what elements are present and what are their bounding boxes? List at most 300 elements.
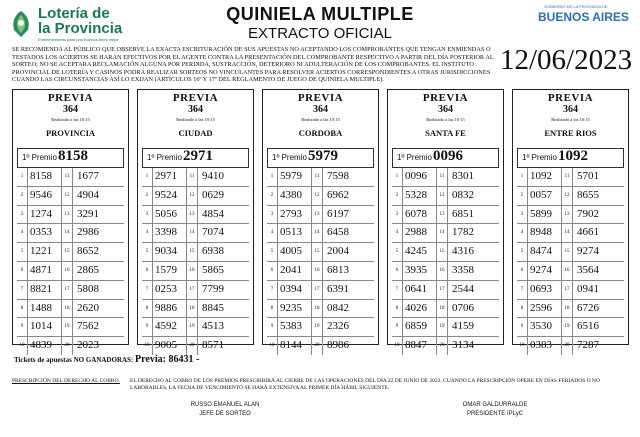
position-right: 20 [62,337,73,355]
result-number: 5865 [202,263,224,276]
jurisdiction-name: PROVINCIA [45,128,96,138]
first-prize-label: 1º Premio [22,153,57,162]
prescripcion-label: PRESCRIPCIÓN DEL DERECHO AL COBRO. [12,378,120,384]
table-row [517,187,624,206]
table-row [17,262,124,281]
result-number: 4513 [202,320,224,333]
result-number: 3134 [452,339,474,352]
position-right: 14 [187,224,198,242]
table-row [17,168,124,187]
result-number: 8821 [30,282,52,295]
result-number: 2544 [452,282,474,295]
result-number: 4592 [155,320,177,333]
position-right: 12 [562,187,573,205]
position-left: 8 [517,300,528,318]
result-column [137,89,254,352]
realizado-time: Realizado a las 10:15 [426,117,465,122]
gov-logo-small: GOBIERNO DE LA PROVINCIA DE [544,4,608,9]
position-left: 8 [142,300,153,318]
result-column [512,89,629,352]
tickets-label: Tickets de apuestas NO GANADORAS: [14,356,134,364]
result-number: 0394 [280,282,302,295]
table-row [392,337,499,355]
result-number: 0513 [280,226,302,239]
table-row [517,318,624,337]
first-prize-box [517,148,624,168]
result-number: 9886 [155,301,177,314]
position-left: 7 [517,281,528,299]
position-right: 18 [562,300,573,318]
position-left: 2 [267,187,278,205]
position-left: 5 [17,243,28,261]
table-row [392,206,499,225]
position-right: 11 [562,168,573,186]
result-number: 9235 [280,301,302,314]
table-row [267,206,374,225]
table-row [392,243,499,262]
first-prize-label: 1º Premio [147,153,182,162]
result-number: 9546 [30,188,52,201]
table-row [142,281,249,300]
result-number: 0641 [405,282,427,295]
position-left: 6 [517,262,528,280]
result-number: 4904 [77,188,99,201]
position-right: 13 [312,206,323,224]
table-row [17,318,124,337]
result-number: 1488 [30,301,52,314]
table-row [517,281,624,300]
draw-number: 364 [188,104,203,115]
result-number: 0842 [327,301,349,314]
position-right: 15 [187,243,198,261]
table-row [17,224,124,243]
table-row [267,243,374,262]
result-number: 9410 [202,170,224,182]
first-prize-number: 8158 [58,148,88,164]
position-right: 20 [187,337,198,355]
position-right: 16 [437,262,448,280]
result-number: 4005 [280,245,302,258]
result-number: 4380 [280,188,302,201]
result-number: 4661 [577,226,599,239]
logo-line1: Lotería de [38,5,110,22]
result-number: 7287 [577,339,599,352]
table-row [142,243,249,262]
first-prize-label: 1º Premio [522,153,557,162]
table-row [142,168,249,187]
result-number: 7598 [327,170,349,182]
position-left: 9 [392,318,403,336]
result-number: 3935 [405,263,427,276]
position-left: 3 [267,206,278,224]
result-number: 2988 [405,226,427,239]
first-prize-box [267,148,374,168]
position-right: 15 [312,243,323,261]
result-number: 1274 [30,207,52,220]
result-number: 6938 [202,245,224,258]
result-number: 8986 [327,339,349,352]
table-row [392,168,499,187]
result-number: 2023 [77,339,99,352]
result-number: 6859 [405,320,427,333]
position-left: 5 [517,243,528,261]
results-grid [142,168,249,355]
result-number: 0096 [405,170,427,182]
position-right: 18 [312,300,323,318]
position-right: 14 [437,224,448,242]
result-number: 6516 [577,320,599,333]
table-row [17,206,124,225]
position-left: 2 [17,187,28,205]
table-row [267,281,374,300]
position-right: 17 [562,281,573,299]
result-number: 8652 [77,245,99,258]
result-number: 6962 [327,188,349,201]
table-row [517,337,624,355]
result-number: 0253 [155,282,177,295]
table-row [267,318,374,337]
table-row [142,206,249,225]
position-right: 19 [62,318,73,336]
result-number: 5383 [280,320,302,333]
result-number: 2326 [327,320,349,333]
result-number: 1014 [30,320,52,333]
table-row [142,224,249,243]
previa-label: PREVIA [47,92,94,104]
position-right: 16 [62,262,73,280]
result-number: 4854 [202,207,224,220]
logo-subtitle: Entretenimiento para una Buenos Aires mejor [38,37,119,42]
result-number: 6458 [327,226,349,239]
signature-role: JEFE DE SORTEO [199,411,251,417]
result-number: 2596 [530,301,552,314]
position-left: 3 [392,206,403,224]
results-grid [392,168,499,355]
position-right: 19 [562,318,573,336]
table-row [267,337,374,355]
result-number: 8158 [30,170,52,182]
first-prize-box [142,148,249,168]
table-row [517,262,624,281]
result-number: 2971 [155,170,177,182]
position-left: 5 [142,243,153,261]
result-number: 2986 [77,226,99,239]
result-column [387,89,504,352]
position-right: 14 [312,224,323,242]
table-row [142,300,249,319]
position-right: 11 [62,168,73,186]
position-right: 20 [312,337,323,355]
draw-date: 12/06/2023 [500,44,633,76]
result-column [262,89,379,352]
table-row [17,187,124,206]
position-left: 8 [267,300,278,318]
position-right: 18 [62,300,73,318]
position-right: 12 [312,187,323,205]
table-row [517,206,624,225]
result-number: 7799 [202,282,224,295]
result-number: 1579 [155,263,177,276]
position-right: 14 [62,224,73,242]
position-left: 4 [267,224,278,242]
tickets-no-ganadoras [14,354,199,365]
position-left: 5 [267,243,278,261]
position-left: 4 [517,224,528,242]
position-right: 12 [187,187,198,205]
table-row [17,300,124,319]
result-number: 5899 [530,207,552,220]
position-left: 5 [392,243,403,261]
position-left: 4 [392,224,403,242]
position-right: 18 [187,300,198,318]
position-left: 6 [392,262,403,280]
result-number: 8144 [280,339,302,352]
result-number: 3291 [77,207,99,220]
position-left: 3 [517,206,528,224]
position-left: 9 [517,318,528,336]
jurisdiction-name: CIUDAD [178,128,213,138]
signature-role: PRESIDENTE IPLyC [466,411,524,417]
result-column [12,89,129,352]
disclaimer-text: SE RECOMIENDA AL PÚBLICO QUE OBSERVE LA EXACTA ESCRITURACIÓN DE SUS APUESTAS NO ACEPTANDO LOS COMPROBANTES QUE TENGAN ENMIENDAS O TESTADOS LOS ACIERTOS SE HARÁN EFECTIVOS POR EL AGENTE CONTRA LA PRESENTACIÓN DEL COMPROBANTE RESPECTIVO A PARTIR DEL DÍA POSTERIOR AL SORTEO; NO SE ACEPTARA RECLAMACIÓN ALGUNA POR PERDIDA, SUSTRACCIÓN, DETERIORO NI ADULTERACIÓN DE LOS COMPROBANTES. EL INSTITUTO PROVINCIAL DE LOTERÍA Y CASINOS PODRÁ REALIZAR SORTEOS NO VINCULANTES PARA RESOLVER ACIERTOS CORRESPONDIENTES A OTRAS JURISDICCIONES CUANDO LAS CIRCUNSTANCIAS ASÍ LO EXIJAN (ARTÍCULOS 16º Y 17º DEL REGLAMENTO DE JUEGO DE QUINIELA MULTIPLE). [12,46,494,84]
prescripcion-text: EL DERECHO AL COBRO DE LOS PREMIOS PRESCRIBIRÁ AL CIERRE DE LAS OPERACIONES DEL DÍA 22 DE JUNIO DE 2023, CUANDO LA PRESCRIPCIÓN OPERE EN DÍAS FERIADOS O NO LABORABLES, LA FECHA DE VENCIMIENTO SE HARÁ EXTENSIVA AL PRIMER DÍA HÁBIL SIGUIENTE. [130,378,600,391]
position-right: 20 [437,337,448,355]
result-number: 1677 [77,170,99,182]
result-number: 8948 [530,226,552,239]
position-right: 15 [62,243,73,261]
signature-jefe-sorteo [160,402,290,417]
table-row [267,300,374,319]
position-left: 10 [517,337,528,355]
position-right: 16 [562,262,573,280]
table-row [17,337,124,355]
position-left: 2 [392,187,403,205]
table-row [142,262,249,281]
position-right: 11 [187,168,198,186]
result-number: 6078 [405,207,427,220]
position-right: 13 [562,206,573,224]
first-prize-label: 1º Premio [397,153,432,162]
table-row [267,168,374,187]
draw-number: 364 [63,104,78,115]
result-number: 0057 [530,188,552,201]
result-number: 5701 [577,170,599,182]
position-right: 15 [562,243,573,261]
position-right: 11 [312,168,323,186]
signature-name: OMAR GALDURRALDE [462,402,528,408]
position-right: 16 [187,262,198,280]
position-right: 17 [187,281,198,299]
result-number: 9274 [530,263,552,276]
draw-number: 364 [438,104,453,115]
jurisdiction-name: SANTA FE [425,128,466,138]
position-left: 2 [142,187,153,205]
results-grid [17,168,124,355]
position-right: 13 [62,206,73,224]
position-left: 10 [392,337,403,355]
position-left: 6 [142,262,153,280]
result-number: 3358 [452,263,474,276]
position-right: 13 [187,206,198,224]
table-row [267,224,374,243]
result-number: 8301 [452,170,474,182]
table-row [392,187,499,206]
result-number: 9524 [155,188,177,201]
results-grid [517,168,624,355]
position-left: 9 [17,318,28,336]
position-left: 1 [267,168,278,186]
result-number: 8655 [577,188,599,201]
table-row [392,300,499,319]
first-prize-box [17,148,124,168]
position-left: 9 [142,318,153,336]
first-prize-number: 0096 [433,148,463,164]
position-left: 10 [142,337,153,355]
result-number: 3564 [577,263,599,276]
result-number: 7074 [202,226,224,239]
result-number: 5808 [77,282,99,295]
result-number: 1221 [30,245,52,258]
table-row [517,224,624,243]
result-number: 4871 [30,263,52,276]
first-prize-number: 2971 [183,148,213,164]
position-left: 8 [392,300,403,318]
page-title: QUINIELA MULTIPLE [226,4,414,24]
result-number: 7562 [77,320,99,333]
position-right: 20 [562,337,573,355]
position-left: 9 [267,318,278,336]
table-row [142,187,249,206]
result-number: 0941 [577,282,599,295]
position-right: 14 [562,224,573,242]
position-right: 16 [312,262,323,280]
position-right: 19 [312,318,323,336]
position-right: 19 [187,318,198,336]
realizado-time: Realizado a las 10:15 [551,117,590,122]
position-left: 6 [17,262,28,280]
result-number: 6851 [452,207,474,220]
result-number: 5979 [280,170,302,182]
result-number: 8847 [405,339,427,352]
result-number: 0693 [530,282,552,295]
position-left: 6 [267,262,278,280]
result-number: 0706 [452,301,474,314]
first-prize-number: 1092 [558,148,588,164]
result-number: 8474 [530,245,552,258]
table-row [517,243,624,262]
result-number: 0629 [202,188,224,201]
realizado-time: Realizado a las 10:15 [176,117,215,122]
signature-name: RUSSO EMANUEL ALAN [190,402,260,408]
table-row [392,262,499,281]
position-left: 7 [142,281,153,299]
result-number: 4026 [405,301,427,314]
result-number: 8845 [202,301,224,314]
result-number: 6726 [577,301,599,314]
result-number: 6391 [327,282,349,295]
position-left: 10 [17,337,28,355]
result-number: 3530 [530,320,552,333]
position-left: 3 [17,206,28,224]
position-left: 1 [392,168,403,186]
gov-logo: BUENOS AIRES [538,10,629,24]
position-right: 13 [437,206,448,224]
position-left: 8 [17,300,28,318]
result-number: 2865 [77,263,99,276]
table-row [392,281,499,300]
result-number: 1092 [530,170,552,182]
page-subtitle: EXTRACTO OFICIAL [248,25,392,42]
position-right: 17 [62,281,73,299]
result-number: 2620 [77,301,99,314]
result-number: 7902 [577,207,599,220]
table-row [392,318,499,337]
first-prize-label: 1º Premio [272,153,307,162]
position-left: 3 [142,206,153,224]
position-right: 12 [437,187,448,205]
result-number: 8571 [202,339,224,352]
result-number: 4316 [452,245,474,258]
draw-number: 364 [563,104,578,115]
position-left: 4 [142,224,153,242]
position-right: 19 [437,318,448,336]
result-number: 9034 [155,245,177,258]
position-right: 18 [437,300,448,318]
logo-line2: la Provincia [38,20,123,37]
position-right: 11 [437,168,448,186]
previa-label: PREVIA [172,92,219,104]
results-grid [267,168,374,355]
result-number: 2004 [327,245,349,258]
table-row [142,337,249,355]
result-number: 6197 [327,207,349,220]
previa-label: PREVIA [547,92,594,104]
table-row [267,262,374,281]
result-number: 2041 [280,263,302,276]
tickets-value: Previa: 86431 - [135,354,200,365]
result-number: 0383 [530,339,552,352]
table-row [17,243,124,262]
result-number: 4245 [405,245,427,258]
jurisdiction-name: ENTRE RIOS [544,128,597,138]
result-number: 3398 [155,226,177,239]
draw-number: 364 [313,104,328,115]
position-right: 17 [312,281,323,299]
position-left: 10 [267,337,278,355]
table-row [17,281,124,300]
realizado-time: Realizado a las 10:15 [301,117,340,122]
result-number: 2793 [280,207,302,220]
table-row [267,187,374,206]
result-number: 4159 [452,320,474,333]
position-left: 1 [517,168,528,186]
position-left: 7 [267,281,278,299]
result-number: 5328 [405,188,427,201]
table-row [392,224,499,243]
jurisdiction-name: CORDOBA [298,128,343,138]
position-left: 1 [17,168,28,186]
position-right: 17 [437,281,448,299]
position-left: 2 [517,187,528,205]
first-prize-number: 5979 [308,148,338,164]
position-right: 12 [62,187,73,205]
result-number: 9274 [577,245,599,258]
realizado-time: Realizado a las 10:15 [51,117,90,122]
position-left: 7 [17,281,28,299]
position-left: 1 [142,168,153,186]
position-right: 15 [437,243,448,261]
result-number: 0353 [30,226,52,239]
